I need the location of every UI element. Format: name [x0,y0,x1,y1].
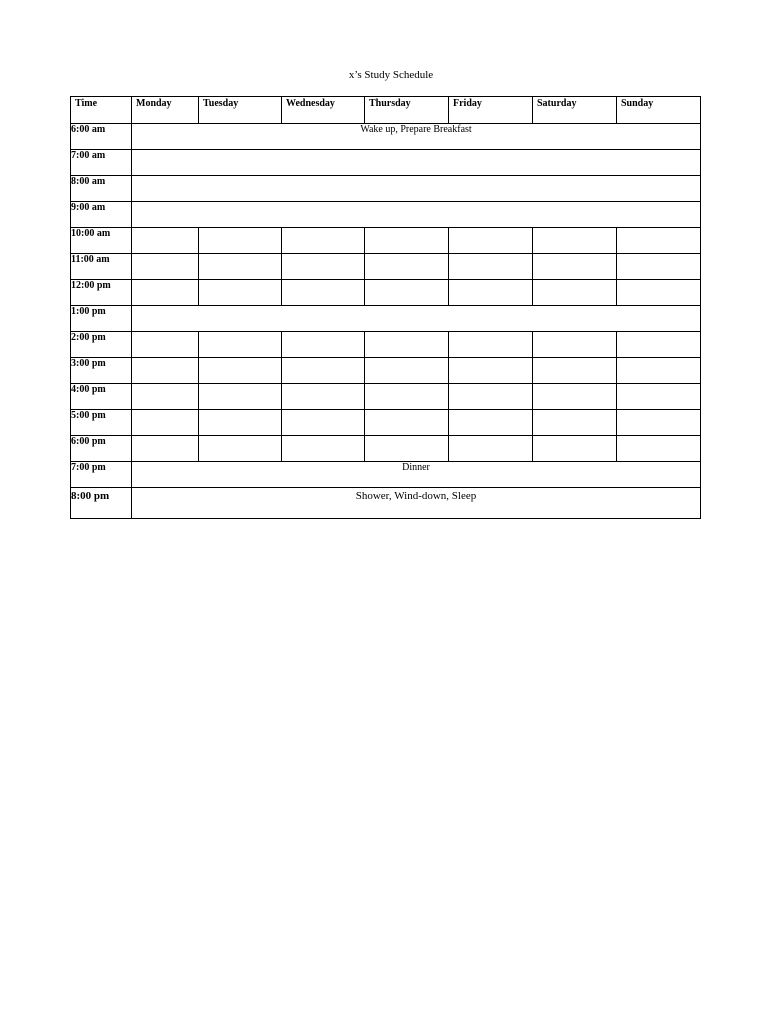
table-row [71,202,701,228]
table-row [71,280,701,306]
schedule-cell-tuesday[interactable] [199,410,282,436]
time-cell: 1:00 pm [71,306,132,332]
schedule-cell-wednesday[interactable] [282,384,365,410]
schedule-cell-tuesday[interactable] [199,358,282,384]
time-cell: 10:00 am [71,228,132,254]
schedule-cell-tuesday[interactable] [199,228,282,254]
time-cell: 8:00 pm [71,488,132,519]
schedule-cell-monday[interactable] [132,228,199,254]
table-row [71,176,701,202]
merged-activity-cell: Shower, Wind-down, Sleep [132,488,701,519]
schedule-cell-tuesday[interactable] [199,332,282,358]
header-monday: Monday [132,97,199,124]
schedule-cell-friday[interactable] [449,254,533,280]
header-saturday: Saturday [533,97,617,124]
header-row [71,97,701,124]
header-tuesday: Tuesday [199,97,282,124]
schedule-cell-friday[interactable] [449,332,533,358]
schedule-cell-saturday[interactable] [533,358,617,384]
schedule-cell-friday[interactable] [449,280,533,306]
schedule-cell-thursday[interactable] [365,280,449,306]
schedule-cell-saturday[interactable] [533,280,617,306]
schedule-cell-sunday[interactable] [617,280,701,306]
schedule-cell-wednesday[interactable] [282,254,365,280]
time-cell: 6:00 am [71,124,132,150]
table-row [71,462,701,488]
schedule-cell-sunday[interactable] [617,436,701,462]
header-friday: Friday [449,97,533,124]
schedule-cell-sunday[interactable] [617,254,701,280]
schedule-cell-thursday[interactable] [365,228,449,254]
schedule-cell-thursday[interactable] [365,436,449,462]
time-cell: 5:00 pm [71,410,132,436]
time-cell: 12:00 pm [71,280,132,306]
schedule-cell-tuesday[interactable] [199,280,282,306]
schedule-cell-wednesday[interactable] [282,410,365,436]
schedule-cell-tuesday[interactable] [199,436,282,462]
header-wednesday: Wednesday [282,97,365,124]
schedule-cell-wednesday[interactable] [282,358,365,384]
time-cell: 7:00 pm [71,462,132,488]
schedule-cell-wednesday[interactable] [282,280,365,306]
schedule-cell-monday[interactable] [132,384,199,410]
merged-activity-cell: Dinner [132,462,701,488]
schedule-title: x’s Study Schedule [348,69,434,81]
schedule-cell-friday[interactable] [449,228,533,254]
time-cell: 7:00 am [71,150,132,176]
table-row [71,254,701,280]
schedule-cell-saturday[interactable] [533,228,617,254]
schedule-cell-friday[interactable] [449,410,533,436]
time-cell: 8:00 am [71,176,132,202]
table-row [71,436,701,462]
schedule-cell-monday[interactable] [132,332,199,358]
merged-activity-cell [132,202,701,228]
time-cell: 4:00 pm [71,384,132,410]
schedule-cell-thursday[interactable] [365,358,449,384]
header-sunday: Sunday [617,97,701,124]
schedule-cell-saturday[interactable] [533,410,617,436]
header-time: Time [71,97,132,124]
table-row [71,410,701,436]
table-row [71,358,701,384]
table-row [71,228,701,254]
schedule-cell-sunday[interactable] [617,332,701,358]
schedule-cell-thursday[interactable] [365,410,449,436]
schedule-cell-friday[interactable] [449,436,533,462]
schedule-cell-monday[interactable] [132,358,199,384]
schedule-cell-sunday[interactable] [617,384,701,410]
time-cell: 6:00 pm [71,436,132,462]
table-row [71,488,701,519]
schedule-cell-monday[interactable] [132,254,199,280]
time-cell: 3:00 pm [71,358,132,384]
schedule-cell-thursday[interactable] [365,254,449,280]
schedule-cell-sunday[interactable] [617,410,701,436]
header-thursday: Thursday [365,97,449,124]
time-cell: 9:00 am [71,202,132,228]
schedule-cell-monday[interactable] [132,436,199,462]
time-cell: 2:00 pm [71,332,132,358]
merged-activity-cell: Wake up, Prepare Breakfast [132,124,701,150]
merged-activity-cell [132,150,701,176]
schedule-cell-wednesday[interactable] [282,436,365,462]
schedule-cell-wednesday[interactable] [282,332,365,358]
time-cell: 11:00 am [71,254,132,280]
schedule-cell-saturday[interactable] [533,332,617,358]
schedule-cell-thursday[interactable] [365,332,449,358]
schedule-cell-saturday[interactable] [533,384,617,410]
schedule-cell-wednesday[interactable] [282,228,365,254]
schedule-cell-tuesday[interactable] [199,254,282,280]
schedule-cell-sunday[interactable] [617,358,701,384]
merged-activity-cell [132,176,701,202]
schedule-cell-friday[interactable] [449,384,533,410]
table-row [71,124,701,150]
schedule-table [70,96,701,519]
schedule-cell-saturday[interactable] [533,436,617,462]
schedule-cell-monday[interactable] [132,280,199,306]
table-row [71,150,701,176]
schedule-cell-friday[interactable] [449,358,533,384]
schedule-cell-monday[interactable] [132,410,199,436]
schedule-cell-tuesday[interactable] [199,384,282,410]
schedule-cell-thursday[interactable] [365,384,449,410]
schedule-cell-sunday[interactable] [617,228,701,254]
table-row [71,384,701,410]
table-row [71,332,701,358]
table-row [71,306,701,332]
merged-activity-cell [132,306,701,332]
schedule-cell-saturday[interactable] [533,254,617,280]
